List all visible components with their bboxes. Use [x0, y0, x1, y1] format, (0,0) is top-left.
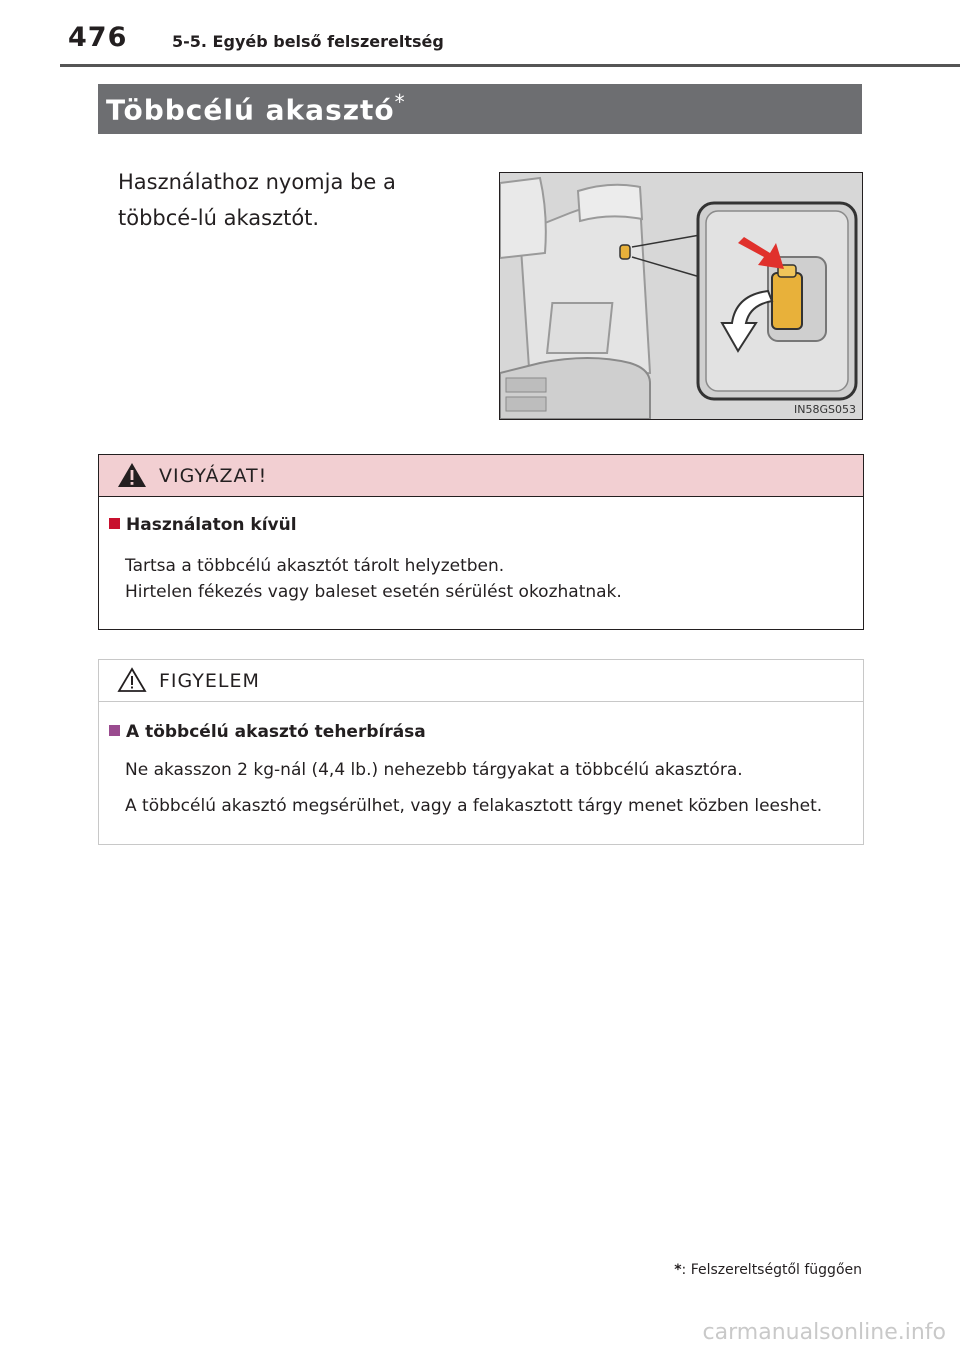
intro-text: Használathoz nyomja be a többcé-lú akasztót.: [118, 170, 396, 230]
topic-title-bar: [98, 84, 862, 134]
warning-box: [98, 454, 864, 630]
title-asterisk: *: [394, 90, 406, 114]
warning-header: [99, 455, 863, 497]
hook-illustration: [499, 172, 863, 420]
notice-box: [98, 659, 864, 845]
topic-title: Többcélú akasztó*: [106, 90, 406, 127]
section-title: 5-5. Egyéb belső felszereltség: [172, 32, 444, 51]
illustration-code: IN58GS053: [794, 403, 856, 416]
notice-line-1: Ne akasszon 2 kg-nál (4,4 lb.) nehezebb tárgyakat a többcélú akasztóra.: [125, 760, 743, 780]
notice-bullet-icon: [109, 725, 120, 736]
warning-bullet-icon: [109, 518, 120, 529]
notice-label: FIGYELEM: [159, 670, 260, 692]
page-number: 476: [68, 22, 128, 53]
warning-label: VIGYÁZAT!: [159, 465, 268, 487]
warning-subheading: Használaton kívül: [109, 515, 297, 535]
footnote-asterisk: *: [674, 1262, 682, 1278]
page-header: [68, 22, 900, 62]
notice-subheading: A többcélú akasztó teherbírása: [109, 722, 426, 742]
warning-line-2: Hirtelen fékezés vagy baleset esetén sérülést okozhatnak.: [125, 582, 622, 602]
notice-header: [99, 660, 863, 702]
warning-triangle-icon: [117, 462, 147, 488]
footnote: *: Felszereltségtől függően: [674, 1262, 862, 1278]
rear-seat-hook-drawing: [500, 173, 862, 419]
watermark: carmanualsonline.info: [702, 1320, 946, 1345]
header-divider: [60, 64, 960, 67]
notice-line-2: A többcélú akasztó megsérülhet, vagy a felakasztott tárgy menet közben leeshet.: [125, 796, 823, 816]
notice-triangle-icon: [117, 667, 147, 693]
warning-line-1: Tartsa a többcélú akasztót tárolt helyzetben.: [125, 556, 505, 576]
